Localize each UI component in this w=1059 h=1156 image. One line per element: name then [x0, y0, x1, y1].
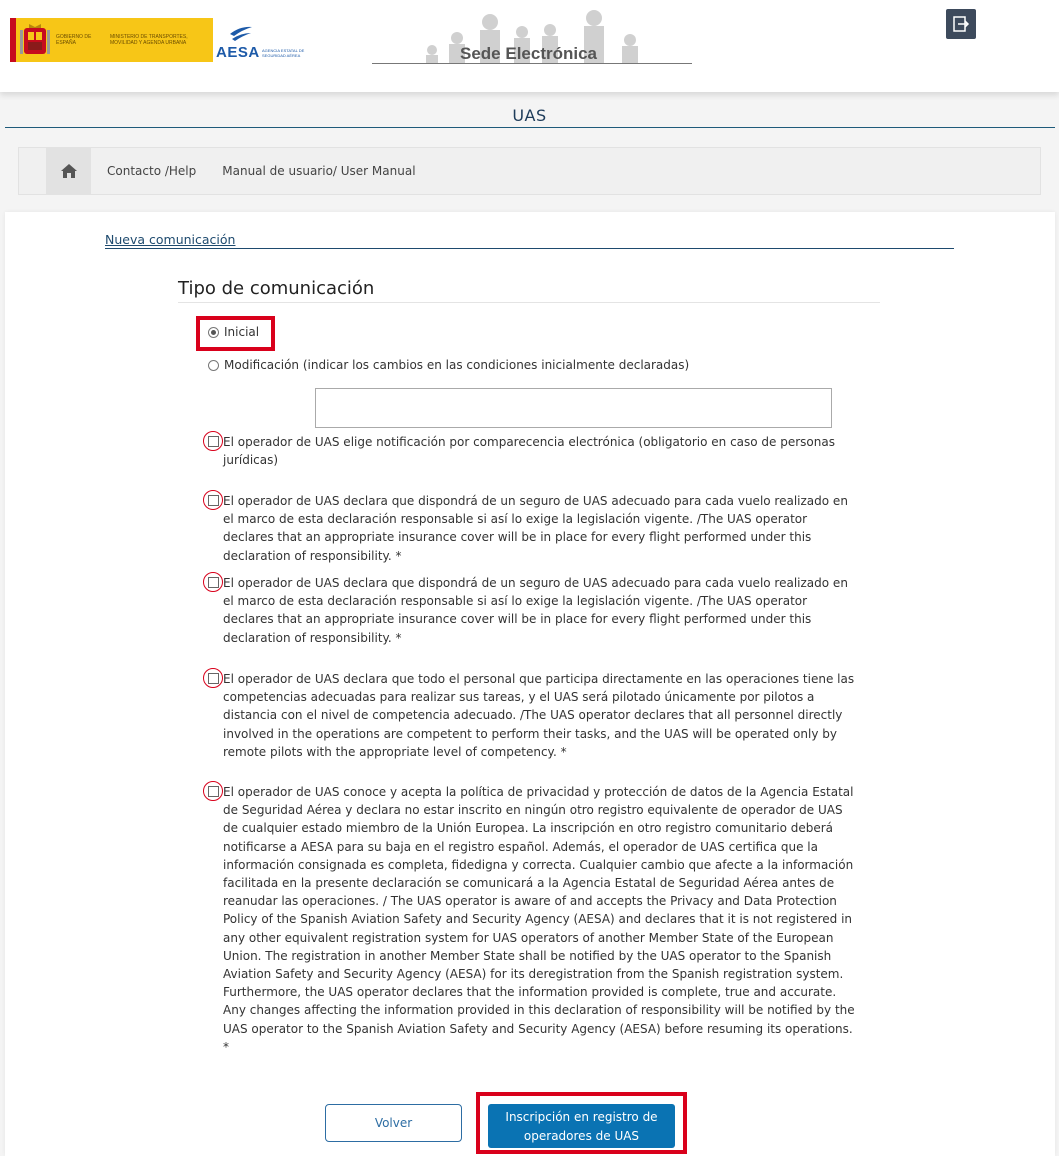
sede-title: Sede Electrónica: [460, 44, 598, 63]
highlight-box-submit: [476, 1092, 687, 1154]
checkbox-label: El operador de UAS declara que todo el personal que participa directamente en las operaciones tiene las competencias adecuadas para realizar sus tareas, y el UAS será pilotado únicamente por pilotos a distancia con el nivel de competencia adecuado. /The UAS operator declares that all personnel directly involved in the operations are competent to perform their tasks, and the UAS will be operated only by remote pilots with the appropriate level of competency. *: [223, 672, 855, 759]
radio-button[interactable]: [208, 360, 219, 371]
logout-icon: [952, 15, 970, 33]
radio-button[interactable]: [208, 327, 219, 338]
page-title: UAS: [512, 106, 547, 125]
checkbox-label: El operador de UAS declara que dispondrá de un seguro de UAS adecuado para cada vuelo realizado en el marco de esta declaración responsable si así lo exige la legislación vigente. /The UAS operator declares that an appropriate insurance cover will be in place for every flight performed under this declaration of responsibility. *: [223, 494, 848, 563]
sede-underline: [372, 63, 692, 64]
government-text: GOBIERNO DE ESPAÑA: [56, 34, 92, 46]
highlight-circle: [203, 781, 223, 801]
modification-input[interactable]: [315, 388, 832, 428]
coat-of-arms-icon: [20, 22, 50, 58]
checkbox-label: El operador de UAS elige notificación por comparecencia electrónica (obligatorio en caso de personas jurídicas): [223, 435, 835, 468]
government-logo[interactable]: [10, 18, 213, 62]
radio-modificacion[interactable]: [208, 358, 689, 372]
legend-divider: [178, 302, 880, 303]
logout-button[interactable]: [946, 9, 976, 39]
highlight-circle: [203, 572, 223, 592]
radio-label: Inicial: [224, 325, 260, 339]
aesa-wings-icon: [226, 24, 256, 44]
submit-registration-button[interactable]: Inscripción en registro de operadores de UAS: [488, 1104, 675, 1148]
checkbox[interactable]: [208, 436, 219, 447]
home-icon: [60, 163, 78, 179]
nav-bar: [18, 147, 1041, 195]
aesa-subtitle: AGENCIA ESTATAL DE SEGURIDAD AÉREA: [262, 48, 305, 58]
title-divider: [5, 127, 1055, 128]
checkbox[interactable]: [208, 786, 219, 797]
ministry-text: MINISTERIO DE TRANSPORTES, MOVILIDAD Y AGENDA URBANA: [110, 34, 188, 46]
checkbox-label: El operador de UAS conoce y acepta la política de privacidad y protección de datos de la Agencia Estatal de Seguridad Aérea y declara no estar inscrito en ningún otro registro equivalente de operador de UAS de cualquier estado miembro de la Unión Europea. La inscripción en otro registro comunitario deberá notificarse a AESA para su baja en el registro español. Además, el operador de UAS certifica que la información consignada es completa, fidedigna y correcta. Cualquier cambio que afecte a la información facilitada en la presente declaración se comunicará a la Agencia Estatal de Seguridad Aérea antes de reanudar las operaciones. / The UAS operator is aware of and accepts the Privacy and Data Protection Policy of the Spanish Aviation Safety and Security Agency (AESA) and declares that it is not registered in any other equivalent registration system for UAS operators of another Member State of the European Union. The registration in another Member State shall be notified by the UAS operator to the Spanish Aviation Safety and Security Agency (AESA) for its deregistration from the Spanish registration system. Furthermore, the UAS operator declares that the information provided is complete, true and accurate. Any changes affecting the information provided in this declaration of responsibility will be notified by the UAS operator to the Spanish Aviation Safety and Security Agency (AESA) before resuming its operations. *: [223, 785, 855, 1054]
section-divider: [105, 248, 954, 249]
aesa-logo[interactable]: [214, 22, 334, 64]
radio-selected-dot: [211, 330, 216, 335]
radio-label: Modificación (indicar los cambios en las condiciones inicialmente declaradas): [224, 358, 690, 372]
back-button[interactable]: Volver: [325, 1104, 462, 1142]
checkbox-label: El operador de UAS declara que dispondrá de un seguro de UAS adecuado para cada vuelo realizado en el marco de esta declaración responsable si así lo exige la legislación vigente. /The UAS operator declares that an appropriate insurance cover will be in place for every flight performed under this declaration of responsibility. *: [223, 576, 848, 645]
eu-flag-strip: [10, 18, 16, 62]
sede-electronica-banner: [372, 8, 692, 64]
form-panel: [5, 212, 1055, 1156]
nav-user-manual-link[interactable]: Manual de usuario/ User Manual: [222, 164, 416, 178]
checkbox[interactable]: [208, 673, 219, 684]
site-header: [0, 0, 1059, 92]
checkbox[interactable]: [208, 495, 219, 506]
highlight-circle: [203, 668, 223, 688]
section-link-nueva-comunicacion[interactable]: Nueva comunicación: [105, 232, 236, 247]
checkbox[interactable]: [208, 577, 219, 588]
radio-inicial[interactable]: [208, 325, 259, 339]
aesa-logo-text: AESA: [216, 44, 260, 61]
nav-contact-link[interactable]: Contacto /Help: [107, 164, 197, 178]
home-button[interactable]: [46, 148, 91, 194]
fieldset-legend: Tipo de comunicación: [178, 278, 375, 299]
highlight-circle: [203, 490, 223, 510]
highlight-circle: [203, 431, 223, 451]
